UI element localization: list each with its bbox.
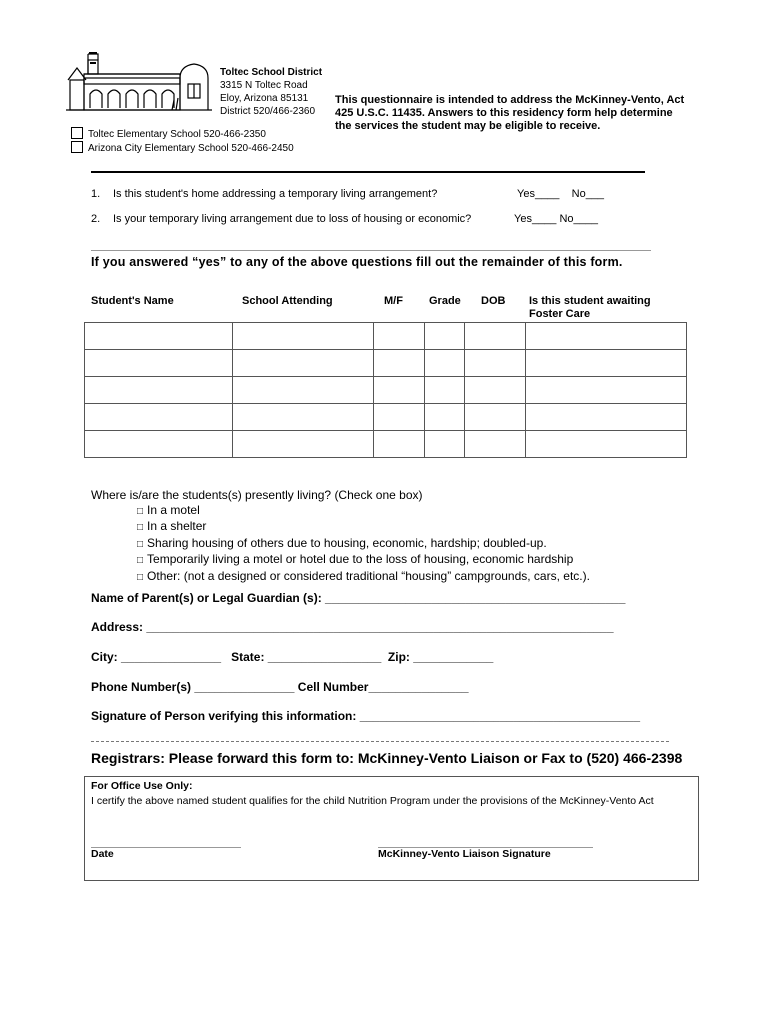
intro-text: This questionnaire is intended to address the McKinney-Vento, Act 425 U.S.C. 11435. Answers to this residency form help determine the services the student may be eligible to receive. — [335, 94, 685, 132]
instruction-heading: If you answered “yes” to any of the above questions fill out the remainder of this form. — [91, 255, 623, 269]
checkbox-icon[interactable]: □ — [137, 538, 144, 550]
table-cell[interactable] — [425, 431, 465, 458]
district-phone: District 520/466-2360 — [220, 106, 316, 117]
table-cell[interactable] — [373, 431, 425, 458]
checkbox-icon[interactable]: □ — [137, 571, 144, 583]
table-row — [85, 377, 687, 404]
table-cell[interactable] — [85, 431, 233, 458]
table-cell[interactable] — [232, 404, 373, 431]
parent-name-field[interactable]: Name of Parent(s) or Legal Guardian (s): _____________________________________________ — [91, 591, 626, 605]
address-field[interactable]: Address: ______________________________________________________________________ — [91, 620, 614, 634]
district-city: Eloy, Arizona 85131 — [220, 93, 309, 104]
table-row — [85, 431, 687, 458]
question-2-number: 2. — [91, 213, 101, 225]
column-header-dob: DOB — [481, 295, 506, 307]
table-cell[interactable] — [373, 377, 425, 404]
table-row — [85, 404, 687, 431]
checkbox-icon[interactable]: □ — [137, 505, 144, 517]
living-question: Where is/are the students(s) presently living? (Check one box) — [91, 488, 423, 502]
living-option-motel[interactable]: □ In a motel — [137, 502, 200, 517]
city-state-zip-field[interactable]: City: _______________ State: _________________ Zip: ____________ — [91, 650, 494, 664]
table-cell[interactable] — [465, 350, 526, 377]
checkbox-icon[interactable]: □ — [137, 555, 144, 566]
office-certify: I certify the above named student qualifies for the child Nutrition Program under the provisions of the McKinney-Vento Act — [91, 795, 654, 807]
living-option-other[interactable]: □ Other: (not a designed or considered traditional “housing” campgrounds, cars, etc.). — [137, 568, 590, 583]
divider — [91, 171, 645, 173]
divider — [91, 250, 651, 251]
question-2-text: Is your temporary living arrangement due to loss of housing or economic? — [113, 213, 472, 225]
table-cell[interactable] — [373, 404, 425, 431]
table-cell[interactable] — [465, 404, 526, 431]
table-cell[interactable] — [373, 350, 425, 377]
table-cell[interactable] — [526, 377, 687, 404]
table-cell[interactable] — [425, 377, 465, 404]
table-cell[interactable] — [526, 431, 687, 458]
living-situation — [91, 488, 590, 585]
table-row — [85, 350, 687, 377]
table-cell[interactable] — [465, 431, 526, 458]
table-cell[interactable] — [373, 323, 425, 350]
phone-field[interactable]: Phone Number(s) _______________ Cell Number_______________ — [91, 680, 469, 694]
column-header-school: School Attending — [242, 295, 333, 307]
office-title: For Office Use Only: — [91, 780, 193, 792]
student-table — [84, 322, 687, 458]
table-cell[interactable] — [85, 404, 233, 431]
checkbox[interactable] — [71, 141, 83, 153]
table-cell[interactable] — [425, 350, 465, 377]
table-cell[interactable] — [85, 323, 233, 350]
table-cell[interactable] — [85, 350, 233, 377]
living-option-temporary[interactable]: □ Temporarily living a motel or hotel due to the loss of housing, economic hardship — [137, 552, 574, 566]
table-cell[interactable] — [465, 323, 526, 350]
table-cell[interactable] — [526, 323, 687, 350]
table-cell[interactable] — [232, 431, 373, 458]
checkbox-icon[interactable]: □ — [137, 522, 144, 533]
table-cell[interactable] — [526, 350, 687, 377]
school-building-logo — [62, 50, 217, 132]
column-header-foster-care: Is this student awaiting Foster Care — [529, 295, 651, 320]
living-option-shelter[interactable]: □ In a shelter — [137, 519, 207, 533]
table-cell[interactable] — [232, 323, 373, 350]
table-cell[interactable] — [425, 323, 465, 350]
living-option-sharing[interactable]: □ Sharing housing of others due to housing, economic, hardship; doubled-up. — [137, 535, 547, 550]
checkbox[interactable] — [71, 127, 83, 139]
school-option-arizona-city[interactable] — [71, 141, 294, 155]
question-1-number: 1. — [91, 188, 101, 200]
district-info — [220, 66, 322, 118]
question-1-text: Is this student's home addressing a temporary living arrangement? — [113, 188, 438, 200]
table-cell[interactable] — [526, 404, 687, 431]
school-label: Arizona City Elementary School 520-466-2450 — [88, 143, 294, 154]
question-2-answer[interactable]: Yes____ No____ — [514, 213, 599, 225]
table-cell[interactable] — [232, 377, 373, 404]
district-address: 3315 N Toltec Road — [220, 80, 308, 91]
divider — [91, 741, 669, 742]
school-option-toltec[interactable] — [71, 127, 266, 141]
table-cell[interactable] — [232, 350, 373, 377]
table-row — [85, 323, 687, 350]
table-cell[interactable] — [465, 377, 526, 404]
signature-label: McKinney-Vento Liaison Signature — [378, 848, 551, 860]
date-label: Date — [91, 848, 114, 860]
table-cell[interactable] — [85, 377, 233, 404]
district-name: Toltec School District — [220, 67, 323, 78]
signature-field[interactable]: Signature of Person verifying this information: __________________________________________ — [91, 709, 640, 723]
school-label: Toltec Elementary School 520-466-2350 — [88, 129, 266, 140]
table-cell[interactable] — [425, 404, 465, 431]
office-use-box — [84, 776, 699, 881]
registrars-note: Registrars: Please forward this form to: McKinney-Vento Liaison or Fax to (520) 466-2398 — [91, 750, 683, 766]
column-header-name: Student's Name — [91, 295, 174, 307]
question-1-answer[interactable]: Yes____ No___ — [517, 188, 605, 200]
column-header-grade: Grade — [429, 295, 461, 307]
column-header-mf: M/F — [384, 295, 403, 307]
